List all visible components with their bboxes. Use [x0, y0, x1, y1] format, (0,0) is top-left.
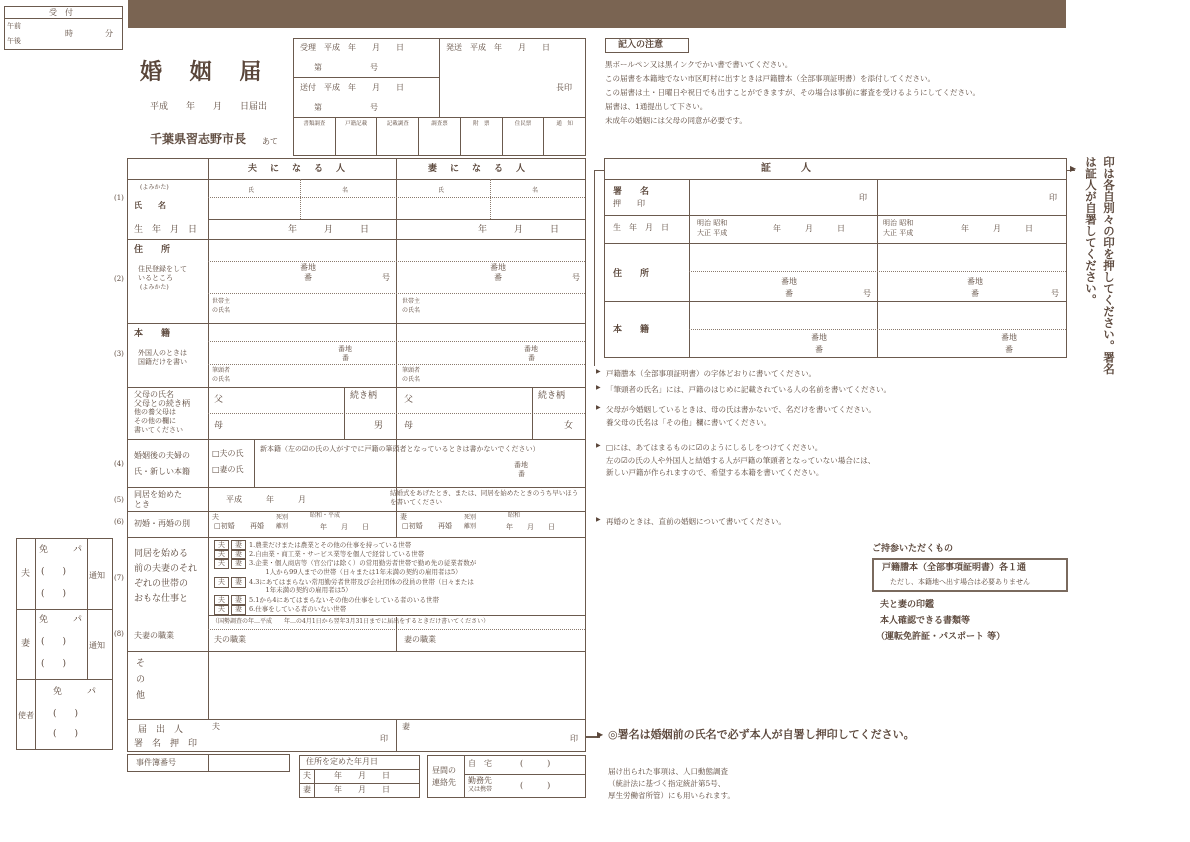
am-label: 午前 [7, 22, 21, 30]
notes-lines [605, 58, 1075, 128]
received-line: 受理 平成 年 月 日 [300, 43, 404, 52]
work-item-text: 5.1から4にあてはまらないその他の仕事をしている者のいる世帯 [249, 596, 439, 605]
wife-first-checkbox[interactable]: □初婚 [402, 522, 423, 530]
husband-sei: 氏 [248, 187, 255, 194]
receipt-title: 受 付 [49, 8, 73, 17]
witness1-ban: 番 [785, 289, 793, 298]
wife-divorce: 離別 [464, 523, 477, 530]
work-label [134, 547, 197, 607]
id-wife-paren1: ( ) [41, 637, 67, 647]
husband-go: 号 [382, 273, 390, 282]
sign-label2: 署 名 押 印 [134, 739, 198, 749]
sign-husband: 夫 [212, 722, 220, 731]
witness-arrow-icon: ▶ [1070, 164, 1077, 173]
work-husband-box[interactable]: 夫 [214, 577, 229, 588]
work-item-text: 1人から99人までの世帯（日々または1年未満の契約の雇用者は5） [259, 567, 462, 576]
minute-label: 分 [105, 29, 113, 38]
census-note [608, 766, 735, 802]
work-item-text: 3.企業・個人商店等（官公庁は除く）の常用勤労者世帯で勤め先の従業者数が [249, 559, 477, 568]
id-agent: 使者 [18, 711, 34, 720]
husband-household1: 世帯主 [212, 298, 231, 305]
id-agent-paren2: ( ) [53, 729, 79, 739]
hint-line: □には、あてはまるものに☑のようにしるしをつけてください。 [606, 443, 823, 452]
work-item-row[interactable] [214, 586, 476, 595]
husband-era: 昭和・平成 [310, 512, 341, 519]
cohab-date: 平成 年 月 [226, 495, 306, 504]
witness2-era2: 大正 平成 [883, 229, 914, 237]
id-husband-pa: パ [73, 545, 83, 555]
check-cell: 調査票 [418, 117, 460, 155]
other-label-2: の [136, 675, 146, 685]
hint-line: 再婚のときは、直前の婚姻について書いてください。 [606, 517, 786, 526]
notes-title-box [605, 38, 689, 53]
id-agent-men: 免 [53, 687, 63, 697]
dispatched-line: 発送 平成 年 月 日 [446, 43, 550, 52]
witness1-era1: 明治 昭和 [697, 219, 728, 227]
sign-note: ◎署名は婚姻前の氏名で必ず本人が自署し押印してください。 [608, 728, 915, 741]
address-label: 住 所 [134, 245, 171, 255]
wife-household2: の氏名 [402, 307, 421, 314]
wife-relation: 続き柄 [538, 391, 566, 401]
contact-label1: 昼間の [432, 766, 456, 775]
work-item-text: 1.農業だけまたは農業とその他の仕事を持っている世帯 [249, 541, 412, 549]
bring-item1-sub: ただし、本籍地へ出す場合は必要ありません [890, 578, 1030, 586]
wife-mei: 名 [532, 187, 539, 194]
row-num-7: (7) [114, 574, 124, 582]
witness1-honseki-ban: 番 [815, 345, 823, 354]
witness1-ymd: 年 月 日 [773, 224, 845, 233]
residence-husband-date: 年 月 日 [334, 771, 390, 780]
parents-label-line: その他の欄に [134, 417, 176, 425]
husband-father: 父 [214, 395, 224, 405]
id-husband: 夫 [21, 569, 31, 579]
honseki-label: 本 籍 [134, 329, 171, 339]
id-check-box [16, 538, 113, 750]
work-wife-box[interactable]: 妻 [231, 540, 246, 551]
work-husband-box[interactable]: 夫 [214, 558, 229, 569]
note-line: 未成年の婚姻には父母の同意が必要です。 [605, 116, 747, 125]
bring-title: ご持参いただくもの [872, 544, 954, 554]
husband-mother: 母 [214, 421, 224, 431]
wife-mother: 母 [404, 421, 414, 431]
parents-label-line: 父母との続き柄 [134, 399, 190, 408]
contact-box [427, 755, 586, 798]
husband-sei-checkbox[interactable]: □夫の氏 [212, 449, 244, 458]
witness2-era1: 明治 昭和 [883, 219, 914, 227]
wife-header: 妻 に な る 人 [428, 164, 528, 174]
census-line: 厚生労働省所管）にも用いられます。 [608, 791, 735, 800]
census-line: 届け出られた事項は、人口動態調査 [608, 767, 728, 776]
wife-banchi: 番地 [490, 263, 506, 272]
husband-remarriage: 再婚 [250, 522, 264, 530]
husband-job: 夫の職業 [214, 635, 246, 644]
wife-honseki-ban: 番 [528, 354, 535, 362]
witness2-seal: 印 [1049, 193, 1057, 202]
other-label-1: そ [136, 659, 146, 669]
work-item-row[interactable] [214, 540, 476, 549]
new-honseki-label2: 氏・新しい本籍 [134, 467, 190, 476]
census-line: （統計法に基づく指定統計第5号、 [608, 779, 726, 788]
witness1-honseki-banchi: 番地 [811, 333, 827, 342]
case-no-label: 事件簿番号 [136, 758, 176, 767]
wife-death: 死別 [464, 514, 477, 521]
husband-household2: の氏名 [212, 307, 231, 314]
sign-note-arrow-icon: ▶ [597, 730, 604, 739]
check-cell: 記載調査 [376, 117, 418, 155]
mt-wife: 妻 [400, 513, 407, 521]
bring-item3: 本人確認できる書類等 [880, 616, 971, 626]
wife-hittou2: の氏名 [402, 376, 421, 383]
marriage-type-label: 初婚・再婚の別 [134, 519, 190, 528]
mt-husband: 夫 [212, 513, 219, 521]
new-honseki-ban: 番 [518, 470, 525, 478]
hint-line: 父母が今婚姻しているときは、母の氏は書かないで、名だけを書いてください。 [606, 405, 876, 414]
witness-title: 証 人 [761, 163, 811, 174]
note-line: この届書を本籍地でない市区町村に出すときは戸籍謄本（全部事項証明書）を添付してください。 [605, 74, 935, 83]
id-husband-men: 免 [39, 545, 49, 555]
row-num-3: (3) [114, 350, 124, 358]
check-cells [294, 117, 585, 155]
husband-banchi: 番地 [300, 263, 316, 272]
row-num-1: (1) [114, 194, 124, 202]
ate-label: あて [262, 137, 278, 146]
hint-arrow-icon: ▶ [596, 368, 601, 375]
work-label-line: おもな仕事と [134, 594, 189, 604]
id-wife-pa: パ [73, 615, 83, 625]
office-box [293, 38, 586, 156]
check-cell: 書類調査 [303, 121, 326, 127]
name-label: 氏 名 [134, 200, 166, 210]
contact-work: 勤務先 [468, 776, 492, 785]
work-item-row[interactable] [214, 549, 476, 558]
sent-no: 第 号 [314, 103, 378, 112]
work-item-row[interactable] [214, 558, 476, 567]
addressee: 千葉県習志野市長 [150, 132, 247, 146]
wife-sei: 氏 [438, 187, 445, 194]
hint-line: 「筆頭者の氏名」には、戸籍のはじめに記載されている人の名前を書いてください。 [606, 385, 891, 394]
witness2-honseki-ban: 番 [1005, 345, 1013, 354]
cohab-label1: 同居を始めた [134, 490, 182, 499]
work-item-row[interactable] [214, 568, 476, 577]
chief-seal: 長印 [556, 83, 572, 92]
witness1-seal: 印 [859, 193, 867, 202]
work-wife-box[interactable]: 妻 [231, 558, 246, 569]
note-line: 届書は、1通提出して下さい。 [605, 102, 708, 111]
work-item-text: 6.仕事をしている者のいない世帯 [249, 605, 347, 614]
work-item-text: 1年未満の契約の雇用者は5） [259, 585, 352, 594]
id-wife-paren2: ( ) [41, 659, 67, 669]
witness2-go: 号 [1051, 289, 1059, 298]
hint-arrow-icon: ▶ [596, 442, 601, 449]
check-cell: 附 票 [460, 117, 502, 155]
main-form [127, 158, 586, 752]
wife-era: 昭和 [508, 512, 521, 519]
work-wife-box[interactable]: 妻 [231, 549, 246, 560]
work-item-text: 4.3にあてはまらない常用勤労者世帯及び会社団体の役員の世帯（日々または [249, 577, 474, 586]
contact-label2: 連絡先 [432, 778, 456, 787]
witness1-go: 号 [863, 289, 871, 298]
row-num-6: (6) [114, 518, 124, 526]
work-husband-box[interactable]: 夫 [214, 540, 229, 551]
birth-label: 生 年 月 日 [134, 225, 198, 235]
note-line: 黒ボールペン又は黒インクでかい書で書いてください。 [605, 60, 793, 69]
hour-label: 時 [65, 29, 73, 38]
address-note2: いるところ [138, 274, 173, 282]
male-label: 男 [374, 421, 384, 431]
wife-ban: 番 [494, 273, 502, 282]
witness-birth: 生 年 月 日 [613, 223, 669, 232]
husband-honseki-banchi: 番地 [338, 345, 352, 353]
parents-label-line: 他の養父母は [134, 408, 176, 416]
witness2-ban: 番 [971, 289, 979, 298]
wife-remarriage-date: 年 月 日 [506, 523, 555, 531]
husband-ban: 番 [304, 273, 312, 282]
work-label-line: ぞれの世帯の [134, 579, 189, 589]
sign-husband-seal: 印 [380, 734, 388, 743]
witness-address: 住 所 [613, 269, 650, 279]
id-wife-tsuchi: 通知 [89, 641, 105, 650]
sign-label1: 届 出 人 [138, 725, 184, 735]
yomi-label: (よみかた) [140, 184, 169, 191]
parents-label [134, 390, 190, 435]
row-num-8: (8) [114, 630, 124, 638]
check-cell: 通 知 [543, 117, 585, 155]
wife-hittou1: 筆頭者 [402, 367, 421, 374]
bring-item1: 戸籍謄本（全部事項証明書）各１通 [882, 563, 1027, 573]
date-line: 平成 年 月 日届出 [150, 102, 268, 112]
work-item-text: 2.自由業・商工業・サービス業等を個人で経営している世帯 [249, 550, 425, 559]
work-item-row[interactable] [214, 577, 476, 586]
residence-wife: 妻 [303, 785, 311, 794]
id-agent-paren1: ( ) [53, 709, 79, 719]
work-husband-box[interactable]: 夫 [214, 604, 229, 615]
address-yomi: (よみかた) [140, 284, 169, 291]
parents-label-line: 父母の氏名 [134, 390, 174, 399]
work-items [214, 540, 476, 614]
id-husband-paren2: ( ) [41, 589, 67, 599]
work-label-line: 前の夫妻のそれ [134, 564, 198, 574]
id-husband-paren1: ( ) [41, 567, 67, 577]
husband-first-checkbox[interactable]: □初婚 [214, 522, 235, 530]
husband-hittou2: の氏名 [212, 376, 231, 383]
contact-work-paren: ( ) [520, 781, 551, 790]
received-no: 第 号 [314, 63, 378, 72]
female-label: 女 [564, 421, 574, 431]
residence-wife-date: 年 月 日 [334, 785, 390, 794]
husband-birth: 年 月 日 [288, 225, 370, 235]
row-num-2: (2) [114, 275, 124, 283]
wife-go: 号 [572, 273, 580, 282]
notes-title: 記入の注意 [618, 40, 664, 50]
parents-label-line: 書いてください [134, 426, 183, 434]
husband-mei: 名 [342, 187, 349, 194]
wife-sei-checkbox[interactable]: □妻の氏 [212, 465, 244, 474]
husband-honseki-ban: 番 [342, 354, 349, 362]
residence-box [299, 755, 420, 798]
work-item-row[interactable] [214, 604, 476, 613]
hint-line: 戸籍謄本（全部事項証明書）の字体どおりに書いてください。 [606, 369, 816, 378]
sent-line: 送付 平成 年 月 日 [300, 83, 404, 92]
honseki-note2: 国籍だけを書い [138, 358, 187, 366]
id-wife: 妻 [21, 639, 31, 649]
new-honseki-banchi: 番地 [514, 461, 528, 469]
wife-father: 父 [404, 395, 414, 405]
check-cell: 戸籍記載 [335, 117, 377, 155]
husband-divorce: 離別 [276, 523, 289, 530]
contact-mobile: 又は携帯 [468, 786, 493, 793]
occupation-note: （国勢調査の年…平成 年…の4月1日から翌年3月31日までに届出をするときだけ書いてください） [212, 618, 490, 625]
header-bar [128, 0, 1066, 28]
witness1-banchi: 番地 [781, 277, 797, 286]
bring-item2: 夫と妻の印鑑 [880, 600, 935, 610]
note-line: この届書は土・日曜日や祝日でも出すことができますが、その場合は事前に審査を受けるようにしてください。 [605, 88, 980, 97]
work-wife-box[interactable]: 妻 [231, 604, 246, 615]
witness2-banchi: 番地 [967, 277, 983, 286]
vertical-note: 印は各自別々の印を押してください。署名は証人が自署してください。 [1084, 156, 1116, 375]
husband-hittou1: 筆頭者 [212, 367, 231, 374]
wife-household1: 世帯主 [402, 298, 421, 305]
case-no-box [127, 754, 290, 772]
pm-label: 午後 [7, 37, 21, 45]
id-wife-men: 免 [39, 615, 49, 625]
work-wife-box[interactable]: 妻 [231, 595, 246, 606]
hint-arrow-icon: ▶ [596, 404, 601, 411]
hint-arrow-icon: ▶ [596, 384, 601, 391]
check-cell: 住民票 [502, 117, 544, 155]
husband-death: 死別 [276, 514, 289, 521]
new-honseki-label1: 婚姻後の夫婦の [134, 451, 190, 460]
residence-title: 住所を定めた年月日 [306, 757, 378, 766]
witness-sign: 署 名 [613, 187, 650, 197]
wife-honseki-banchi: 番地 [524, 345, 538, 353]
hint-line: 左の☑の氏の人や外国人と結婚する人が戸籍の筆頭者となっていない場合には、 [606, 456, 876, 465]
husband-header: 夫 に な る 人 [248, 164, 348, 174]
witness2-ymd: 年 月 日 [961, 224, 1033, 233]
witness2-honseki-banchi: 番地 [1001, 333, 1017, 342]
wife-job: 妻の職業 [404, 635, 436, 644]
hint-line: 新しい戸籍が作られますので、希望する本籍を書いてください。 [606, 468, 824, 477]
sign-wife-seal: 印 [570, 734, 578, 743]
cohab-label2: とき [134, 500, 150, 509]
cohab-note: 結婚式をあげたとき、または、同居を始めたときのうち早いほうを書いてください [390, 489, 579, 506]
hint-line: 養父母の氏名は「その他」欄に書いてください。 [606, 418, 771, 427]
new-honseki-note: 新本籍（左の☑の氏の人がすでに戸籍の筆頭者となっているときは書かないでください） [260, 445, 540, 453]
other-label-3: 他 [136, 691, 146, 701]
address-note1: 住民登録をして [138, 265, 187, 273]
witness-oshi: 押 印 [613, 199, 645, 208]
sign-wife: 妻 [402, 722, 410, 731]
witness-box [604, 158, 1067, 358]
hint-arrow-icon: ▶ [596, 516, 601, 523]
honseki-note1: 外国人のときは [138, 349, 187, 357]
work-label-line: 同居を始める [134, 549, 189, 559]
occupation-label: 夫妻の職業 [134, 631, 174, 640]
id-agent-pa: パ [87, 687, 97, 697]
form-title: 婚 姻 届 [140, 59, 272, 85]
bring-item4: （運転免許証・パスポート 等） [876, 632, 1006, 642]
receipt-box [4, 6, 123, 50]
witness1-era2: 大正 平成 [697, 229, 728, 237]
row-num-5: (5) [114, 496, 124, 504]
work-item-row[interactable] [214, 595, 476, 604]
work-husband-box[interactable]: 夫 [214, 549, 229, 560]
residence-husband: 夫 [303, 771, 311, 780]
work-wife-box[interactable]: 妻 [231, 577, 246, 588]
id-husband-tsuchi: 通知 [89, 571, 105, 580]
witness-honseki: 本 籍 [613, 325, 650, 335]
bring-box [872, 558, 1068, 592]
work-husband-box[interactable]: 夫 [214, 595, 229, 606]
row-num-4: (4) [114, 460, 124, 468]
husband-relation: 続き柄 [350, 391, 378, 401]
contact-home: 自 宅 [468, 759, 492, 768]
contact-home-paren: ( ) [520, 759, 551, 768]
wife-birth: 年 月 日 [478, 225, 560, 235]
wife-remarriage: 再婚 [438, 522, 452, 530]
husband-remarriage-date: 年 月 日 [320, 523, 369, 531]
